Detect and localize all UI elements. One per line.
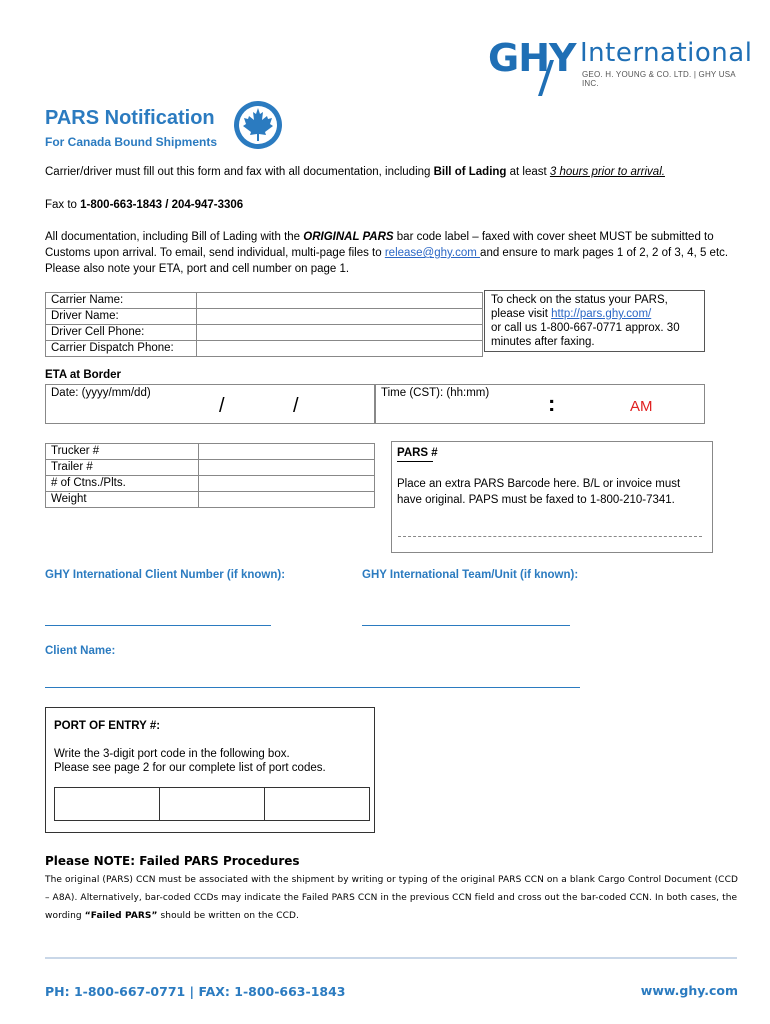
- page-subtitle: For Canada Bound Shipments: [45, 135, 218, 149]
- para-text: All documentation, including Bill of Lading with the: [45, 231, 304, 243]
- date-label: Date: (yyyy/mm/dd): [51, 387, 151, 399]
- table-row: [46, 325, 483, 341]
- field-label: Driver Cell Phone:: [46, 325, 197, 341]
- field-input[interactable]: [197, 341, 483, 357]
- client-number-field[interactable]: [45, 625, 271, 626]
- field-label: Driver Name:: [46, 309, 197, 325]
- field-input[interactable]: [199, 444, 375, 460]
- port-instruction: Write the 3-digit port code in the following box.: [54, 748, 290, 760]
- field-input[interactable]: [197, 293, 483, 309]
- client-name-label: Client Name:: [45, 645, 116, 657]
- company-logo: [488, 36, 753, 98]
- note-body: The original (PARS) CCN must be associated with the shipment by writing or typing of the original PARS CCN on a blank Cargo Control Document (CCD – A8A). Alternatively, bar-coded CCDs may indicate the Failed PARS CCN in the previous CCN field and cross out the bar-coded CCN. In both cases, the wording: [45, 875, 738, 921]
- team-unit-field[interactable]: [362, 625, 570, 626]
- intro-instruction: [45, 166, 725, 178]
- page-title: PARS Notification: [45, 107, 215, 129]
- status-text-part: please visit: [491, 308, 552, 320]
- eta-date-field[interactable]: [45, 384, 375, 424]
- table-row: [46, 293, 483, 309]
- status-text: [491, 307, 698, 321]
- table-row: [46, 341, 483, 357]
- port-digit-box[interactable]: [55, 788, 160, 820]
- port-digit-box[interactable]: [265, 788, 369, 820]
- email-link[interactable]: release@ghy.com: [384, 247, 481, 259]
- footer-divider: [45, 957, 737, 959]
- carrier-table: [45, 292, 483, 357]
- eta-time-field[interactable]: [375, 384, 705, 424]
- time-label: Time (CST): (hh:mm): [381, 387, 490, 399]
- field-input[interactable]: [197, 309, 483, 325]
- note-text: [45, 871, 740, 925]
- logo-name: International: [580, 38, 753, 68]
- footer-contact: PH: 1-800-667-0771 | FAX: 1-800-663-1843: [45, 984, 346, 999]
- intro-text: Carrier/driver must fill out this form and fax with all documentation, including: [45, 166, 434, 178]
- pars-box[interactable]: [391, 441, 713, 553]
- note-emphasis: “Failed PARS”: [84, 911, 158, 921]
- note-body: should be written on the CCD.: [157, 911, 299, 921]
- port-entry-box: [45, 707, 375, 833]
- fax-label: Fax to: [45, 199, 81, 211]
- para-text: and ensure to mark pages 1 of 2, 2 of 3, 4, 5 etc. Please also note your ETA, port and cell number on page 1.: [45, 247, 729, 275]
- field-label: Weight: [46, 492, 199, 508]
- pars-heading-underline: [397, 461, 433, 462]
- trucker-table: [45, 443, 375, 508]
- table-row: [46, 444, 375, 460]
- field-input[interactable]: [197, 325, 483, 341]
- para-text: bar code label – faxed with cover sheet MUST be submitted to Customs upon arrival. To email, send individual, multi-page files to: [45, 231, 714, 259]
- table-row: [46, 460, 375, 476]
- port-digit-box[interactable]: [160, 788, 265, 820]
- status-box: [484, 290, 705, 352]
- intro-bold: Bill of Lading: [433, 166, 507, 178]
- date-slash: /: [219, 395, 225, 417]
- maple-leaf-icon: [232, 99, 284, 151]
- field-label: Carrier Name:: [46, 293, 197, 309]
- status-text: or call us 1-800-667-0771 approx. 30 minutes after faxing.: [491, 322, 680, 348]
- note-heading: Please NOTE: Failed PARS Procedures: [45, 854, 300, 868]
- table-row: [46, 492, 375, 508]
- pars-write-line: [398, 536, 702, 537]
- table-row: [46, 476, 375, 492]
- client-name-field[interactable]: [45, 687, 580, 688]
- field-input[interactable]: [199, 460, 375, 476]
- pars-heading: PARS #: [397, 447, 438, 459]
- logo-tagline: GEO. H. YOUNG & CO. LTD. | GHY USA INC.: [582, 70, 736, 88]
- client-number-label: GHY International Client Number (if known):: [45, 569, 286, 581]
- field-input[interactable]: [199, 492, 375, 508]
- intro-text: at least: [506, 166, 550, 178]
- port-heading: PORT OF ENTRY #:: [54, 720, 161, 732]
- documentation-paragraph: [45, 229, 735, 277]
- logo-swoosh-icon: [536, 58, 556, 98]
- field-input[interactable]: [199, 476, 375, 492]
- intro-deadline: 3 hours prior to arrival.: [549, 166, 665, 178]
- logo-brand: GHY: [488, 36, 576, 80]
- port-code-boxes: [54, 787, 370, 821]
- date-slash: /: [293, 395, 299, 417]
- pars-status-link[interactable]: http://pars.ghy.com/: [551, 308, 652, 320]
- fax-line: [45, 199, 243, 211]
- status-text: To check on the status your PARS,: [491, 294, 668, 306]
- field-label: Trailer #: [46, 460, 199, 476]
- port-instruction: Please see page 2 for our complete list of port codes.: [54, 762, 326, 774]
- team-unit-label: GHY International Team/Unit (if known):: [362, 569, 579, 581]
- am-indicator: AM: [630, 398, 653, 415]
- eta-heading: ETA at Border: [45, 369, 122, 381]
- fax-numbers: 1-800-663-1843 / 204-947-3306: [80, 199, 244, 211]
- field-label: # of Ctns./Plts.: [46, 476, 199, 492]
- field-label: Trucker #: [46, 444, 199, 460]
- field-label: Carrier Dispatch Phone:: [46, 341, 197, 357]
- time-colon: :: [548, 391, 556, 416]
- pars-text: Place an extra PARS Barcode here. B/L or invoice must have original. PAPS must be faxed to 1-800-210-7341.: [397, 478, 681, 506]
- table-row: [46, 309, 483, 325]
- footer-website-link[interactable]: www.ghy.com: [640, 983, 738, 998]
- para-bold: ORIGINAL PARS: [303, 231, 394, 243]
